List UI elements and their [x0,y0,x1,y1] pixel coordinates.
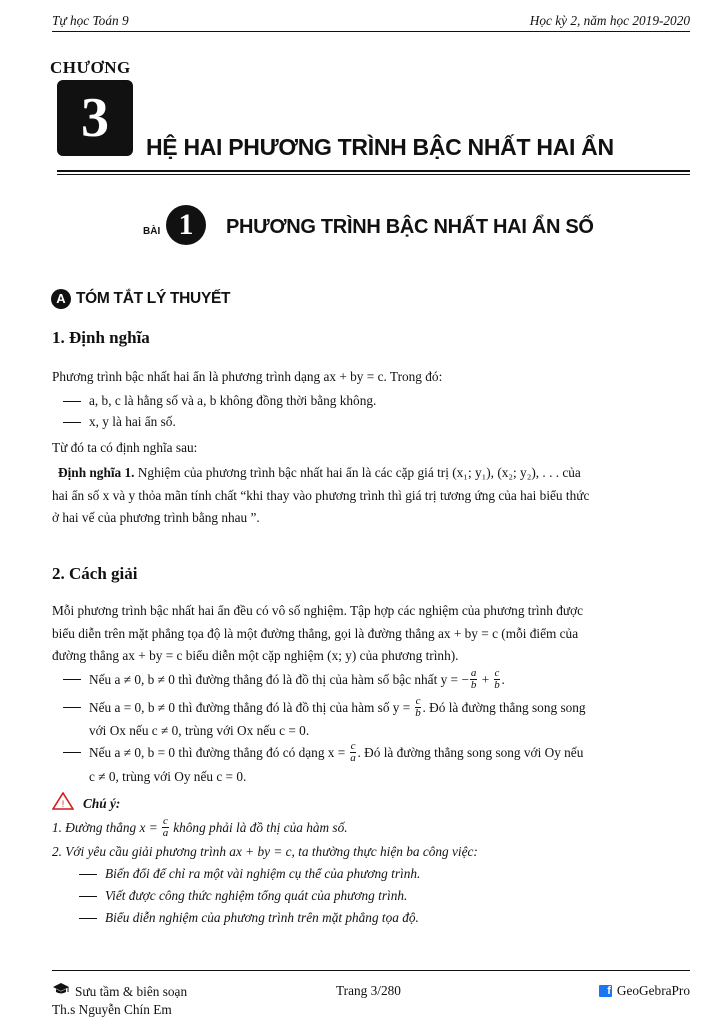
note-title: Chú ý: [83,796,121,811]
footer-facebook-link[interactable]: GeoGebraPro [616,983,690,998]
fraction-c-over-a [350,741,357,764]
section-badge [51,289,71,309]
solve-heading: 2. Cách giải [52,564,138,583]
note-sub-3 [79,909,419,927]
numerator: c [494,667,500,679]
case-2-text-a: Nếu a = 0, b ≠ 0 thì đường thẳng đó là đồ thị của hàm số y = [89,699,411,715]
case-2-cont: với Ox nếu c ≠ 0, trùng với Ox nếu c = 0. [89,723,310,738]
header-rule [52,31,690,32]
def-line-3: ở hai vế của phương trình bằng nhau ”. [52,510,260,525]
note-sub-2-text: Viết được công thức nghiệm tổng quát của phương trình. [105,888,408,903]
def-lead: Từ đó ta có định nghĩa sau: [52,440,198,455]
numerator: c [350,740,356,752]
dash [79,874,97,875]
solve-p1: Mỗi phương trình bậc nhất hai ẩn đều có vô số nghiệm. Tập hợp các nghiệm của phương trình được [52,603,584,618]
section-badge-letter: A [56,291,66,306]
footer-left-line-1: Sưu tầm & biên soạn [75,983,188,999]
lesson-number: 1 [178,208,194,241]
note-1 [52,816,348,839]
lesson-label: BÀI [143,226,161,237]
period: . [501,671,505,687]
warning-icon [52,792,74,815]
def-item-2-text: x, y là hai ẩn số. [89,414,176,429]
fraction-c-over-b [494,668,501,691]
chapter-title: HỆ HAI PHƯƠNG TRÌNH BẬC NHẤT HAI ẨN [146,134,614,160]
def-item-1-text: a, b, c là hằng số và a, b không đồng thời bằng không. [89,393,377,408]
dash [63,707,81,708]
def-line-2: hai ẩn số x và y thỏa mãn tính chất “khi thay vào phương trình thì giá trị tương ứng của hai biểu thức [52,488,590,503]
def-line-1 [58,464,690,482]
footer-right[interactable] [599,982,690,1000]
def-heading: 1. Định nghĩa [52,328,150,347]
section-title: TÓM TẮT LÝ THUYẾT [76,290,231,307]
chapter-number-box [57,80,133,156]
chapter-rule-1 [57,170,690,172]
dash [79,896,97,897]
case-3-text-a: Nếu a ≠ 0, b = 0 thì đường thẳng đó có dạng x = [89,744,346,760]
chapter-label: CHƯƠNG [50,58,131,77]
footer-page: Trang 3/280 [336,983,401,998]
def-term: Định nghĩa 1. [58,465,135,480]
note-1-text-b: không phải là đồ thị của hàm số. [173,819,348,835]
note-sub-1-text: Biến đổi để chỉ ra một vài nghiệm cụ thể của phương trình. [105,866,421,881]
denominator: b [494,679,500,691]
note-sub-2 [79,887,407,905]
fraction-c-over-b [415,696,422,719]
def-item-1 [63,392,376,410]
note-1-text-a: 1. Đường thẳng x = [52,819,158,835]
lesson-title: PHƯƠNG TRÌNH BẬC NHẤT HAI ẨN SỐ [226,216,594,238]
numerator: a [470,667,477,679]
dash [63,679,81,680]
dash [63,752,81,753]
solve-p3: đường thẳng ax + by = c biểu diễn một cặp nghiệm (x; y) của phương trình). [52,648,459,663]
footer-left [52,982,187,1001]
header-left: Tự học Toán 9 [52,13,129,28]
def-item-2 [63,413,176,431]
note-sub-1 [79,865,420,883]
denominator: b [415,707,421,719]
chapter-rule-2 [57,174,690,175]
fraction-a-over-b [470,668,478,691]
def-intro: Phương trình bậc nhất hai ẩn là phương trình dạng ax + by = c. Trong đó: [52,369,443,384]
dash [79,918,97,919]
denominator: a [350,752,356,764]
plus-sign: + [478,671,493,687]
denominator: a [162,827,169,839]
numerator: c [415,695,421,707]
note-sub-3-text: Biểu diễn nghiệm của phương trình trên mặt phẳng tọa độ. [105,910,419,925]
def-line-1-text: Nghiệm của phương trình bậc nhất hai ẩn là các cặp giá trị (x₁; y₁), (x₂; y₂), . . . của [137,465,581,480]
solve-p2: biểu diễn trên mặt phẳng tọa độ là một đường thẳng, gọi là đường thẳng ax + by = c (mỗi điểm của [52,626,579,641]
facebook-icon: f [599,985,612,997]
footer-rule [52,970,690,971]
case-1 [63,668,505,691]
lesson-number-badge [166,205,206,245]
case-3 [63,741,583,764]
svg-text:!: ! [61,799,65,809]
header-right: Học kỳ 2, năm học 2019-2020 [529,13,690,28]
footer-left-line-2: Th.s Nguyễn Chín Em [52,1002,172,1017]
dash [63,422,81,423]
case-3-text-b: . Đó là đường thẳng song song với Oy nếu [357,744,584,760]
chapter-number: 3 [81,87,109,149]
numerator: c [163,815,168,827]
note-2: 2. Với yêu cầu giải phương trình ax + by = c, ta thường thực hiện ba công việc: [52,844,478,859]
case-2 [63,696,586,719]
case-3-cont: c ≠ 0, trùng với Oy nếu c = 0. [89,769,247,784]
fraction-c-over-a [162,816,169,839]
graduation-cap-icon [52,982,70,1001]
dash [63,401,81,402]
case-2-text-b: . Đó là đường thẳng song song [422,699,586,715]
case-1-text: Nếu a ≠ 0, b ≠ 0 thì đường thẳng đó là đồ thị của hàm số bậc nhất y = − [89,671,469,687]
denominator: b [470,679,477,691]
